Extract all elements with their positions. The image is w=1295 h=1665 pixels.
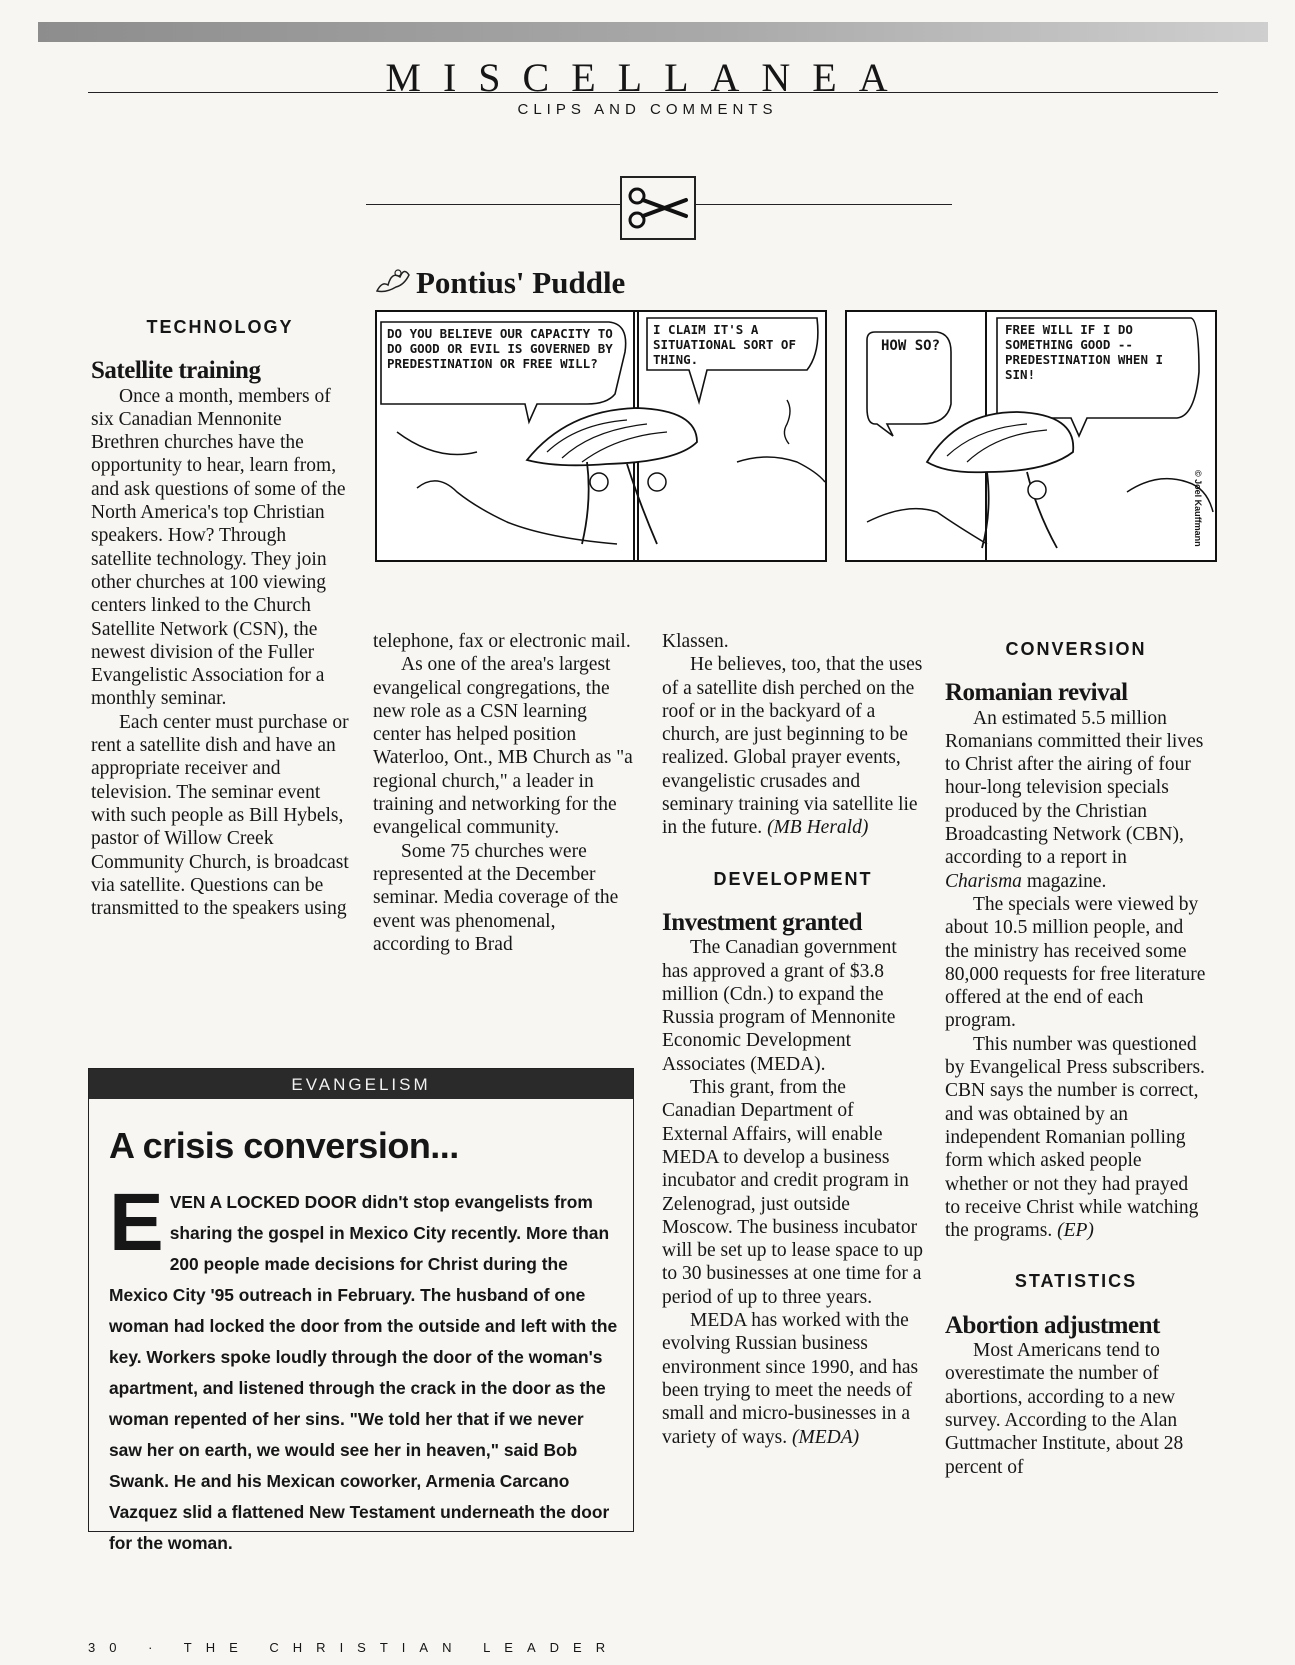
paragraph: The Canadian government has approved a grant of $3.8 million (Cdn.) to expand the Russia program of Mennonite Economic Development Associates (MEDA). <box>662 937 897 1075</box>
source-credit: (MB Herald) <box>767 817 869 839</box>
paragraph: This number was questioned by Evangelical Press subscribers. CBN says the number is correct, and was obtained by an independent Romanian polling form which asked people whether or not they had prayed to receive Christ while watching the programs. (EP) <box>945 1033 1205 1242</box>
paragraph: He believes, too, that the uses of a satellite dish perched on the roof or in the backyard of a church, are just beginning to be realized. Global prayer events, evangelistic crusades and seminary training via satellite lie in the future. (MB Herald) <box>662 654 923 839</box>
page-masthead: MISCELLANEA <box>385 55 910 100</box>
paragraph: Klassen. <box>662 631 729 652</box>
headline-abortion-adjustment: Abortion adjustment <box>945 1311 1160 1339</box>
puddle-logo-icon <box>374 263 412 293</box>
comic-title: Pontius' Puddle <box>374 263 625 301</box>
source-credit: (EP) <box>1057 1220 1094 1242</box>
drop-cap: E <box>109 1177 164 1268</box>
paragraph: Each center must purchase or rent a satellite dish and have an appropriate receiver and television. The seminar event with such people as Bill Hybels, pastor of Willow Creek Community Church, is broadcast via satellite. Questions can be transmitted to the speakers using <box>91 711 349 920</box>
divider-line-left <box>366 204 620 205</box>
divider-line-right <box>694 204 952 205</box>
section-label-statistics: STATISTICS <box>1014 1271 1138 1292</box>
paragraph: Some 75 churches were represented at the December seminar. Media coverage of the event was phenomenal, according to Brad <box>373 840 619 955</box>
comic-credit: © Joel Kauffmann <box>1193 470 1203 547</box>
comic-bubble-freewill: FREE WILL IF I DO SOMETHING GOOD -- PREDESTINATION WHEN I SIN! <box>1005 322 1164 382</box>
comic-panel-left <box>375 310 827 562</box>
conversion-column <box>945 638 1207 1479</box>
technology-article-continued <box>373 630 635 956</box>
section-label-conversion: CONVERSION <box>1005 639 1147 659</box>
masthead-rule <box>88 92 1218 93</box>
section-label-evangelism: EVANGELISM <box>89 1069 633 1099</box>
paragraph: The specials were viewed by about 10.5 million people, and the ministry has received some 80,000 requests for free literature offered at the end of each program. <box>945 893 1206 1032</box>
headline-romanian-revival: Romanian revival <box>945 679 1128 707</box>
page-footer: 30 · THE CHRISTIAN LEADER <box>88 1640 620 1655</box>
comic-panel-right <box>845 310 1217 562</box>
publication-name: THE CHRISTIAN LEADER <box>183 1640 620 1655</box>
paragraph: MEDA has worked with the evolving Russian business environment since 1990, and has been trying to meet the needs of small and micro-businesses in a variety of ways. (MEDA) <box>662 1310 919 1448</box>
headline-crisis-conversion: A crisis conversion... <box>109 1125 459 1166</box>
page-number: 30 <box>88 1640 131 1655</box>
paragraph: Once a month, members of six Canadian Mennonite Brethren churches have the opportunity to hear, learn from, and ask questions of some of the North America's top Christian speakers. How? Through satellite technology. They join other churches at 100 viewing centers linked to the Church Satellite Network (CSN), the newest division of the Fuller Evangelistic Association for a monthly seminar. <box>91 385 346 710</box>
paragraph: Most Americans tend to overestimate the number of abortions, according to a new survey. According to the Alan Guttmacher Institute, about 28 percent of <box>945 1340 1184 1478</box>
scissors-icon <box>620 176 696 240</box>
comic-bubble-answer: I CLAIM IT'S A SITUATIONAL SORT OF THING. <box>653 322 796 367</box>
page-subtitle: CLIPS AND COMMENTS <box>517 101 778 118</box>
headline-investment-granted: Investment granted <box>662 908 863 936</box>
comic-bubble-how: HOW SO? <box>881 338 941 354</box>
top-gray-bar <box>38 22 1268 42</box>
comic-bubble-question: DO YOU BELIEVE OUR CAPACITY TO DO GOOD OR EVIL IS GOVERNED BY PREDESTINATION OR FREE WILL? <box>387 326 613 371</box>
paragraph: This grant, from the Canadian Department of External Affairs, will enable MEDA to develop a business incubator and credit program in Zelenograd, just outside Moscow. The business incubator will be set up to lease space to up to 30 businesses at one time for a period of up to three years. <box>662 1077 924 1308</box>
technology-article <box>91 316 349 920</box>
evangelism-body: EVEN A LOCKED DOOR didn't stop evangelists from sharing the gospel in Mexico City recently. More than 200 people made decisions for Christ during the Mexico City '95 outreach in February. The husband of one woman had locked the door from the outside and left with the key. Workers spoke loudly through the door of the woman's apartment, and listened through the crack in the door as the woman repented of her sins. "We told her that if we never saw her on earth, we would see her in heaven," said Bob Swank. He and his Mexican coworker, Armenia Carcano Vazquez slid a flattened New Testament underneath the door for the woman. <box>109 1177 618 1553</box>
headline-satellite-training: Satellite training <box>91 357 261 385</box>
evangelism-box <box>88 1068 634 1553</box>
section-label-development: DEVELOPMENT <box>713 868 873 889</box>
paragraph: As one of the area's largest evangelical congregations, the new role as a CSN learning center has helped position Waterloo, Ont., MB Church as "a regional church," a leader in training and networking for the evangelical community. <box>373 654 633 839</box>
paragraph: An estimated 5.5 million Romanians committed their lives to Christ after the airing of four hour-long television specials produced by the Christian Broadcasting Network (CBN), according to a report in Charisma magazine. <box>945 707 1204 892</box>
source-credit: (MEDA) <box>791 1426 860 1448</box>
development-column <box>662 630 924 1449</box>
section-label-technology: TECHNOLOGY <box>146 317 294 337</box>
paragraph: telephone, fax or electronic mail. <box>373 631 631 652</box>
